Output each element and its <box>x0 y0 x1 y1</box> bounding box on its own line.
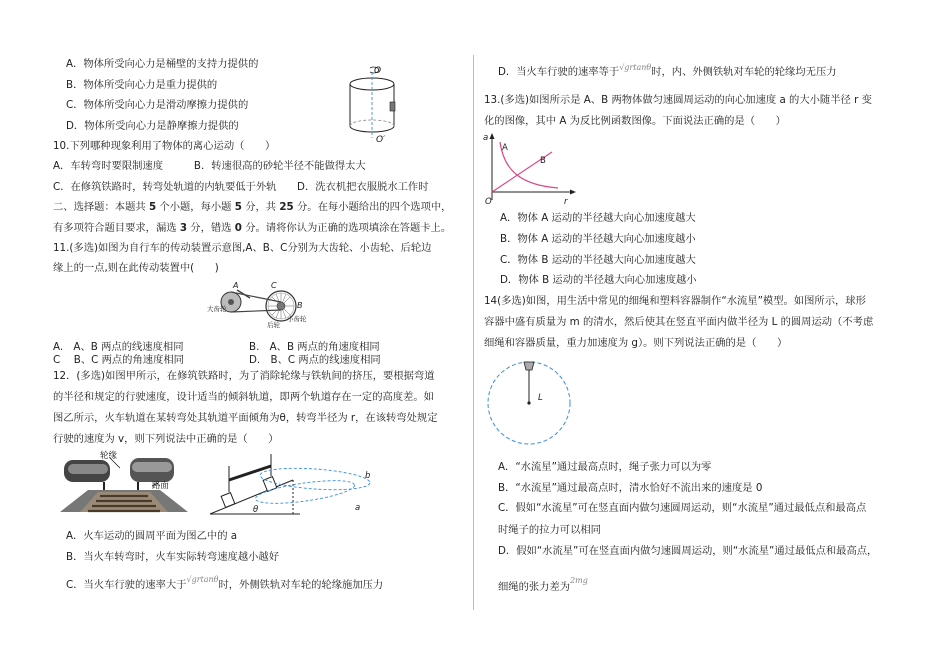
cylinder-axis-bottom-label: O′ <box>376 135 386 145</box>
label-small-gear: 小齿轮 <box>287 315 307 323</box>
curve-label-b: B <box>540 156 546 166</box>
q11-stem-line2: 缘上的一点,则在此传动装置中( ) <box>53 262 219 274</box>
q14-option-d-line1: D．假如“水流星”可在竖直面内做匀速圆周运动，则“水流星”通过最低点和最高点， <box>498 545 878 557</box>
q9-option-b: B．物体所受向心力是重力提供的 <box>66 79 218 91</box>
curve-label-a: A <box>502 143 508 153</box>
q12-option-c: C．当火车行驶的速率大于$^{√grtan\theta}$时，外侧铁轨对车轮的轮缘施加压力 <box>66 575 384 591</box>
label-theta: θ <box>253 505 259 515</box>
q12-stem-line4: 行驶的速度为 v，则下列说法中正确的是（ ） <box>53 433 279 445</box>
q9-option-a: A．物体所受向心力是桶壁的支持力提供的 <box>66 58 259 70</box>
label-b-plane: b <box>365 471 371 481</box>
axis-label-a: a <box>483 133 489 143</box>
q10-stem: 10.下列哪种现象利用了物体的离心运动（ ） <box>53 140 276 152</box>
formula-sqrt-grtan: √grtanθ <box>619 63 652 72</box>
q12-option-b: B．当火车转弯时，火车实际转弯速度越小越好 <box>66 551 280 563</box>
label-c: C <box>271 281 277 290</box>
q9-option-d: D．物体所受向心力是静摩擦力提供的 <box>66 120 239 132</box>
q11-stem-line1: 11.(多选)如图为自行车的传动装置示意图,A、B、C分别为大齿轮、小齿轮、后轮边 <box>53 242 432 254</box>
q12-stem-line3: 图乙所示，火车轨道在某转弯处其轨道平面倾角为θ，转弯半径为 r，在该转弯处规定 <box>53 412 438 424</box>
q12-stem-line2: 的半径和规定的行驶速度，设计适当的倾斜轨道，即两个轨道存在一定的高度差。如 <box>53 391 434 403</box>
q13-option-c: C．物体 B 运动的半径越大向心加速度越大 <box>500 254 696 266</box>
q11-option-b: B. A、B 两点的角速度相同 <box>249 341 380 353</box>
formula-sqrt-grtan: √grtanθ <box>186 575 219 584</box>
q14-option-a: A．“水流星”通过最高点时，绳子张力可以为零 <box>498 461 712 473</box>
label-road-surface: 路面 <box>152 481 170 491</box>
rotating-cylinder-figure <box>340 60 410 145</box>
label-a: A <box>233 281 239 290</box>
q14-option-d-line2: 细绳的张力差为$^{2mg}$ <box>498 576 588 593</box>
q11-option-a: A. A、B 两点的线速度相同 <box>53 341 184 353</box>
q13-option-d: D．物体 B 运动的半径越大向心加速度越小 <box>500 274 697 286</box>
q14-stem-line3: 细绳和容器质量，重力加速度为 g）。则下列说法正确的是（ ） <box>484 337 788 349</box>
q10-options-cd: C．在修筑铁路时，转弯处轨道的内轨要低于外轨 D．洗衣机把衣服脱水工作时 <box>53 181 429 193</box>
section2-heading-line2: 有多项符合题目要求，漏选 3 分，错选 0 分。请将你认为正确的选项填涂在答题卡上。 <box>53 222 452 234</box>
q10-options-ab: A．车转弯时要限制速度 B．转速很高的砂轮半径不能做得太大 <box>53 160 366 172</box>
q13-option-a: A．物体 A 运动的半径越大向心加速度越大 <box>500 212 696 224</box>
label-rear-wheel: 后轮 <box>267 321 280 329</box>
q12-option-a: A．火车运动的圆周平面为图乙中的 a <box>66 530 238 542</box>
column-divider <box>473 55 474 610</box>
section2-heading-line1: 二、选择题：本题共 5 个小题，每小题 5 分，共 25 分。在每小题给出的四个选项中， <box>53 201 452 213</box>
train-wheel-track-figure <box>60 450 190 522</box>
inclined-track-figure <box>205 452 375 522</box>
acceleration-radius-graph <box>480 130 580 208</box>
q14-option-c-line2: 时绳子的拉力可以相同 <box>498 524 601 536</box>
q13-option-b: B．物体 A 运动的半径越大向心加速度越小 <box>500 233 696 245</box>
axis-label-r: r <box>564 197 568 207</box>
small-block <box>390 102 395 111</box>
q11-option-d: D. B、C 两点的线速度相同 <box>249 354 381 366</box>
q13-stem-line1: 13.(多选)如图所示是 A、B 两物体做匀速圆周运动的向心加速度 a 的大小随半径 r 变 <box>484 94 872 106</box>
q14-option-c-line1: C．假如“水流星”可在竖直面内做匀速圆周运动，则“水流星”通过最低点和最高点 <box>498 502 867 514</box>
label-a-plane: a <box>355 503 361 513</box>
q12-stem-line1: 12．(多选)如图甲所示，在修筑铁路时，为了消除轮缘与铁轨间的挤压，要根据弯道 <box>53 370 435 382</box>
q9-option-c: C．物体所受向心力是滑动摩擦力提供的 <box>66 99 249 111</box>
label-b: B <box>297 301 303 310</box>
origin-label: O <box>485 197 492 207</box>
cylinder-axis-top-label: O <box>374 66 382 76</box>
bicycle-transmission-figure <box>205 280 315 332</box>
label-big-gear: 大齿轮 <box>207 305 227 313</box>
label-wheel-flange: 轮缘 <box>100 451 118 461</box>
q11-option-c: C B、C 两点的角速度相同 <box>53 354 184 366</box>
q13-stem-line2: 化的图像，其中 A 为反比例函数图像。下面说法正确的是（ ） <box>484 115 786 127</box>
q14-stem-line1: 14(多选)如图，用生活中常见的细绳和塑料容器制作“水流星”模型。如图所示，球形 <box>484 295 866 307</box>
formula-2mg: 2mg <box>570 576 588 585</box>
radius-label-l: L <box>538 393 543 403</box>
q14-option-b: B．“水流星”通过最高点时，清水恰好不流出来的速度是 0 <box>498 482 763 494</box>
q14-stem-line2: 容器中盛有质量为 m 的清水，然后使其在竖直平面内做半径为 L 的圆周运动（不考虑 <box>484 316 874 328</box>
q12-option-d: D．当火车行驶的速率等于$^{√grtan\theta}$时，内、外侧铁轨对车轮的轮缘均无压力 <box>498 63 837 78</box>
water-meteor-figure <box>484 358 580 448</box>
